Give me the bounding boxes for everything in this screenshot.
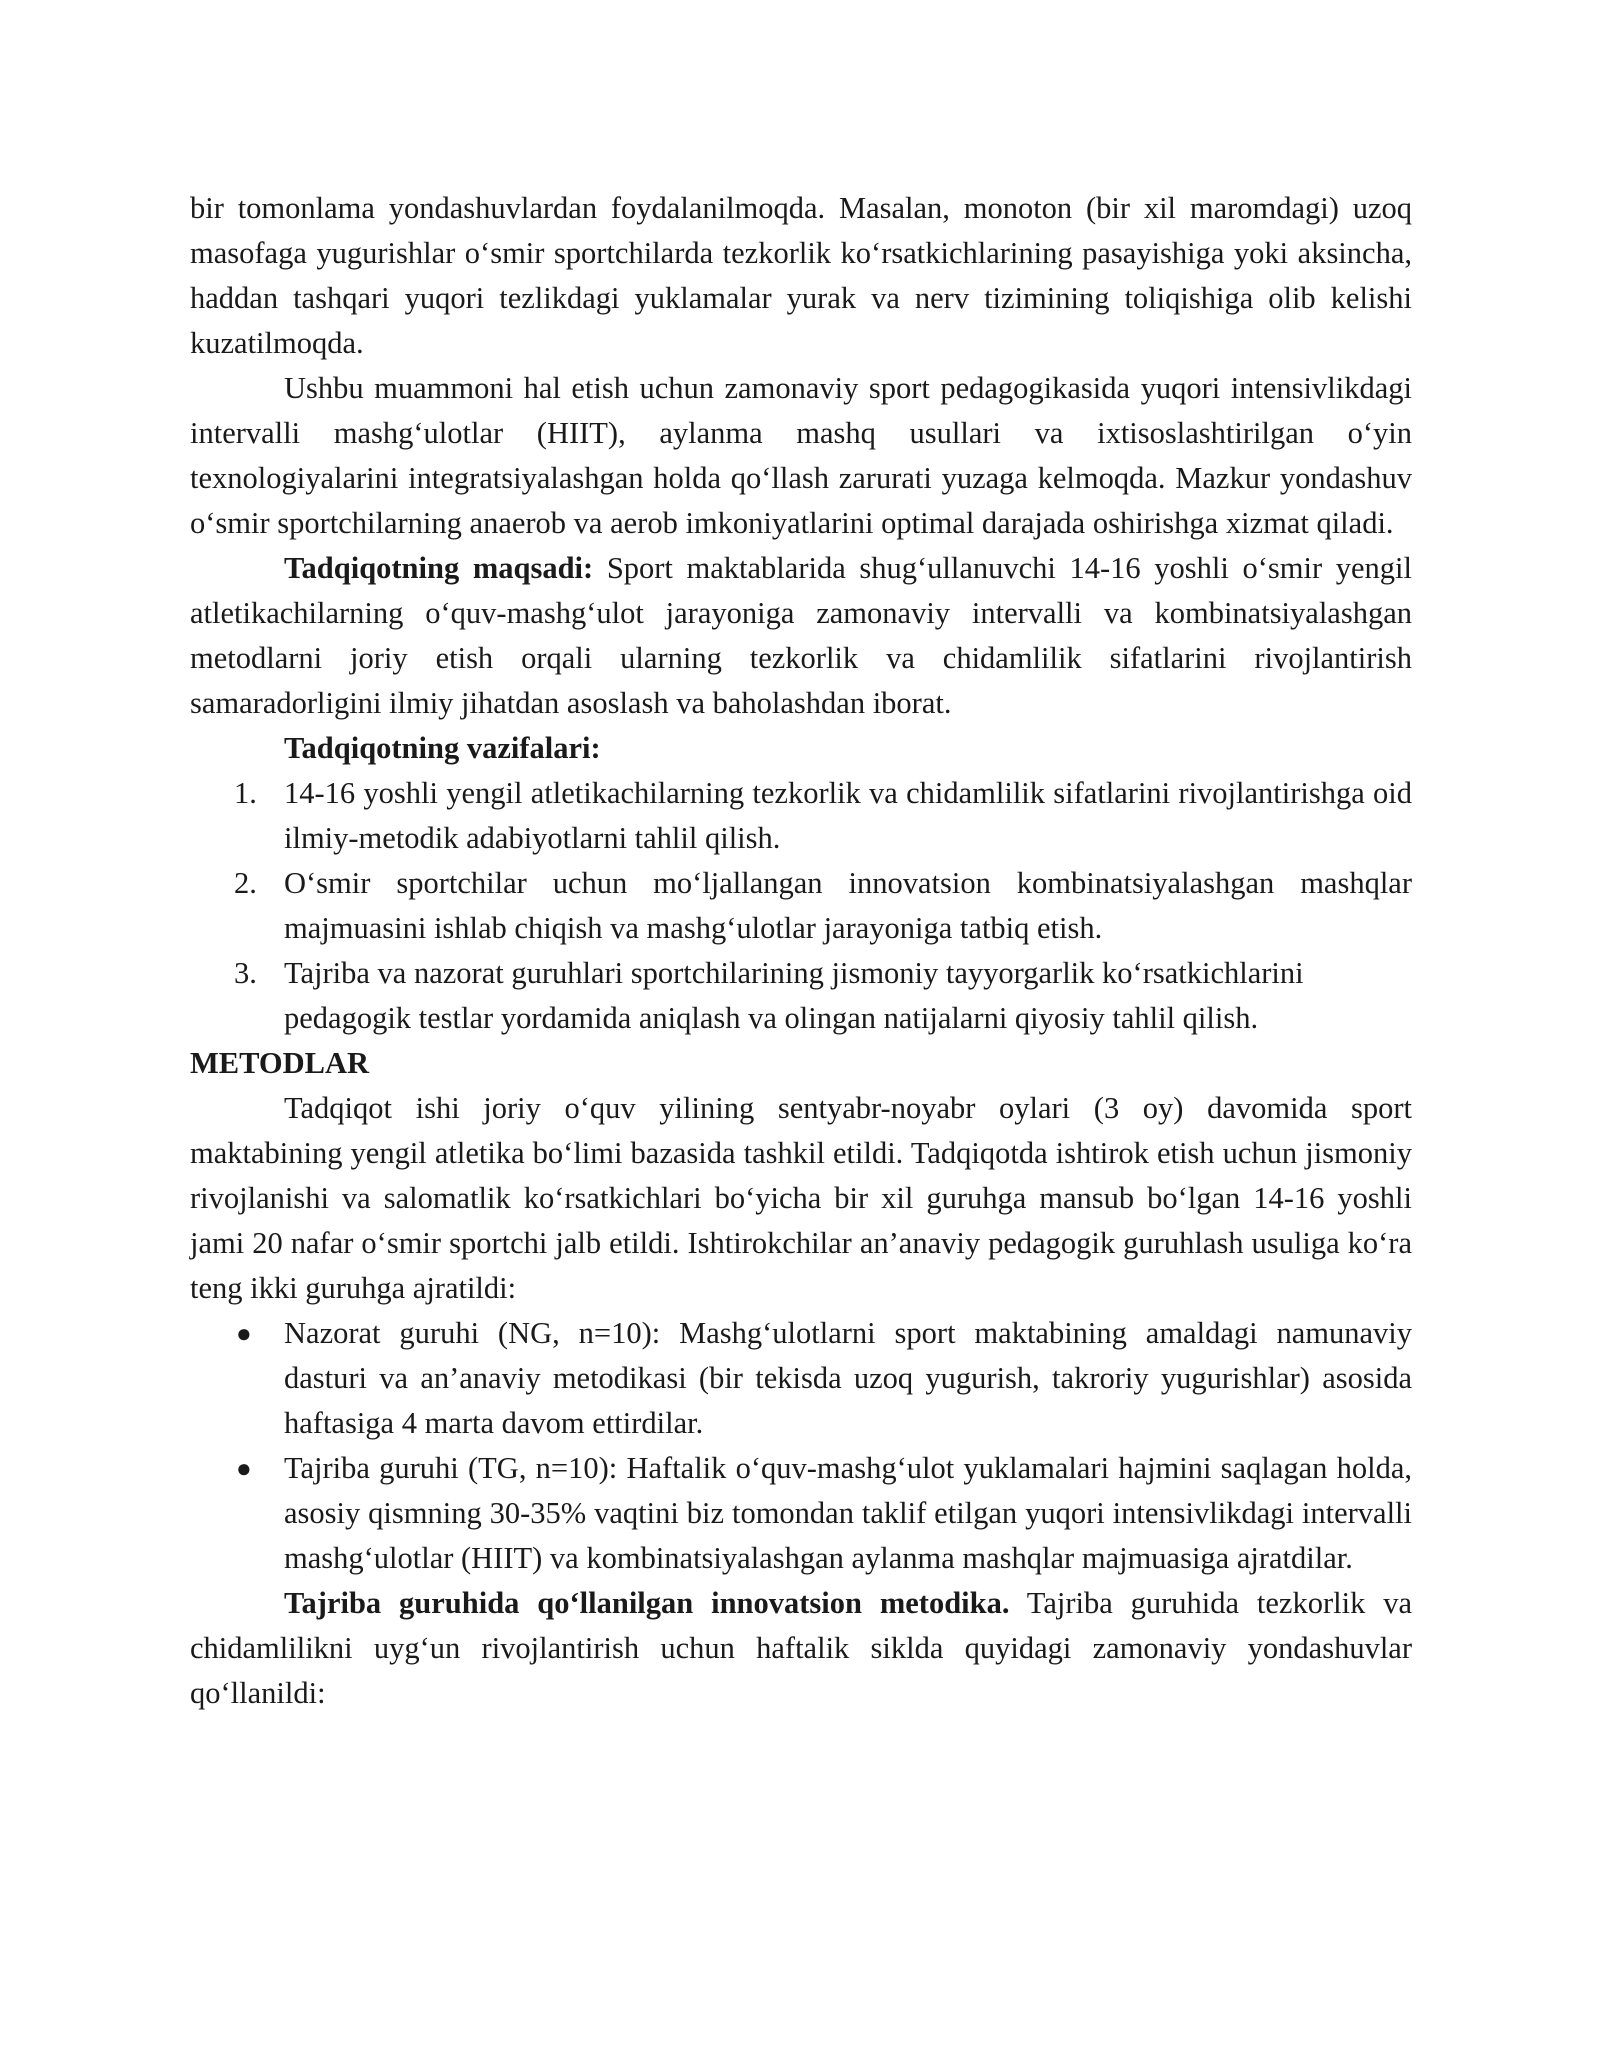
document-page: [190, 186, 1412, 1716]
innovative-method-text: Tajriba guruhida tezkorlik va chidamlilikni uyg‘un rivojlantirish uchun haftalik siklda quyidagi zamonaviy yondashuvlar qo‘llanildi:: [190, 1586, 1412, 1710]
list-item: [190, 861, 1412, 951]
innovative-method-label: Tajriba guruhida qo‘llanilgan innovatsion metodika.: [284, 1586, 1010, 1620]
paragraph-innovative-method: [190, 1581, 1412, 1716]
list-item-text: Tajriba va nazorat guruhlari sportchilarining jismoniy tayyorgarlik ko‘rsatkichlarini pedagogik testlar yordamida aniqlash va olingan natijalarni qiyosiy tahlil qilish.: [284, 956, 1304, 1035]
research-tasks-heading-text: Tadqiqotning vazifalari:: [284, 731, 601, 765]
list-item-number: 2.: [234, 866, 257, 900]
list-item-number: 1.: [234, 776, 257, 810]
list-item: [190, 951, 1412, 1041]
list-item-text: 14-16 yoshli yengil atletikachilarning tezkorlik va chidamlilik sifatlarini rivojlantirishga oid ilmiy-metodik adabiyotlarni tahlil qilish.: [284, 776, 1412, 855]
bullet-icon: ●: [236, 1319, 252, 1348]
list-item-text: Nazorat guruhi (NG, n=10): Mashg‘ulotlarni sport maktabining amaldagi namunaviy dasturi va an’anaviy metodikasi (bir tekisda uzoq yugurish, takroriy yugurishlar) asosida haftasiga 4 marta davom ettirdilar.: [284, 1316, 1412, 1440]
list-item-number: 3.: [234, 956, 257, 990]
groups-list: [190, 1311, 1412, 1581]
research-aim-label: Tadqiqotning maqsadi:: [284, 551, 594, 585]
methods-heading: METODLAR: [190, 1046, 370, 1080]
list-item: [190, 1446, 1412, 1581]
list-item-text: Tajriba guruhi (TG, n=10): Haftalik o‘quv-mashg‘ulot yuklamalari hajmini saqlagan holda, asosiy qismning 30-35% vaqtini biz tomondan taklif etilgan yuqori intensivlikdagi intervalli mashg‘ulotlar (HIIT) va kombinatsiyalashgan aylanma mashqlar majmuasiga ajratdilar.: [284, 1451, 1412, 1575]
research-aim-text: Sport maktablarida shug‘ullanuvchi 14-16 yoshli o‘smir yengil atletikachilarning o‘quv-mashg‘ulot jarayoniga zamonaviy intervalli va kombinatsiyalashgan metodlarni joriy etish orqali ularning tezkorlik va chidamlilik sifatlarini rivojlantirish samaradorligini ilmiy jihatdan asoslash va baholashdan iborat.: [190, 551, 1412, 720]
paragraph-research-aim: [190, 546, 1412, 726]
paragraph-problem-solution: Ushbu muammoni hal etish uchun zamonaviy sport pedagogikasida yuqori intensivlikdagi intervalli mashg‘ulotlar (HIIT), aylanma mashq usullari va ixtisoslashtirilgan o‘yin texnologiyalarini integratsiyalashgan holda qo‘llash zarurati yuzaga kelmoqda. Mazkur yondashuv o‘smir sportchilarning anaerob va aerob imkoniyatlarini optimal darajada oshirishga xizmat qiladi.: [190, 371, 1412, 540]
list-item-text: O‘smir sportchilar uchun mo‘ljallangan innovatsion kombinatsiyalashgan mashqlar majmuasini ishlab chiqish va mashg‘ulotlar jarayoniga tatbiq etish.: [284, 866, 1412, 945]
bullet-icon: ●: [236, 1454, 252, 1483]
research-tasks-heading: [190, 726, 1412, 771]
paragraph-intro-continuation: bir tomonlama yondashuvlardan foydalanilmoqda. Masalan, monoton (bir xil maromdagi) uzoq masofaga yugurishlar o‘smir sportchilarda tezkorlik ko‘rsatkichlarining pasayishiga yoki aksincha, haddan tashqari yuqori tezlikdagi yuklamalar yurak va nerv tizimining toliqishiga olib kelishi kuzatilmoqda.: [190, 191, 1412, 360]
list-item: [190, 1311, 1412, 1446]
research-tasks-list: [190, 771, 1412, 1041]
paragraph-methods-intro: Tadqiqot ishi joriy o‘quv yilining sentyabr-noyabr oylari (3 oy) davomida sport maktabining yengil atletika bo‘limi bazasida tashkil etildi. Tadqiqotda ishtirok etish uchun jismoniy rivojlanishi va salomatlik ko‘rsatkichlari bo‘yicha bir xil guruhga mansub bo‘lgan 14-16 yoshli jami 20 nafar o‘smir sportchi jalb etildi. Ishtirokchilar an’anaviy pedagogik guruhlash usuliga ko‘ra teng ikki guruhga ajratildi:: [190, 1091, 1412, 1305]
list-item: [190, 771, 1412, 861]
